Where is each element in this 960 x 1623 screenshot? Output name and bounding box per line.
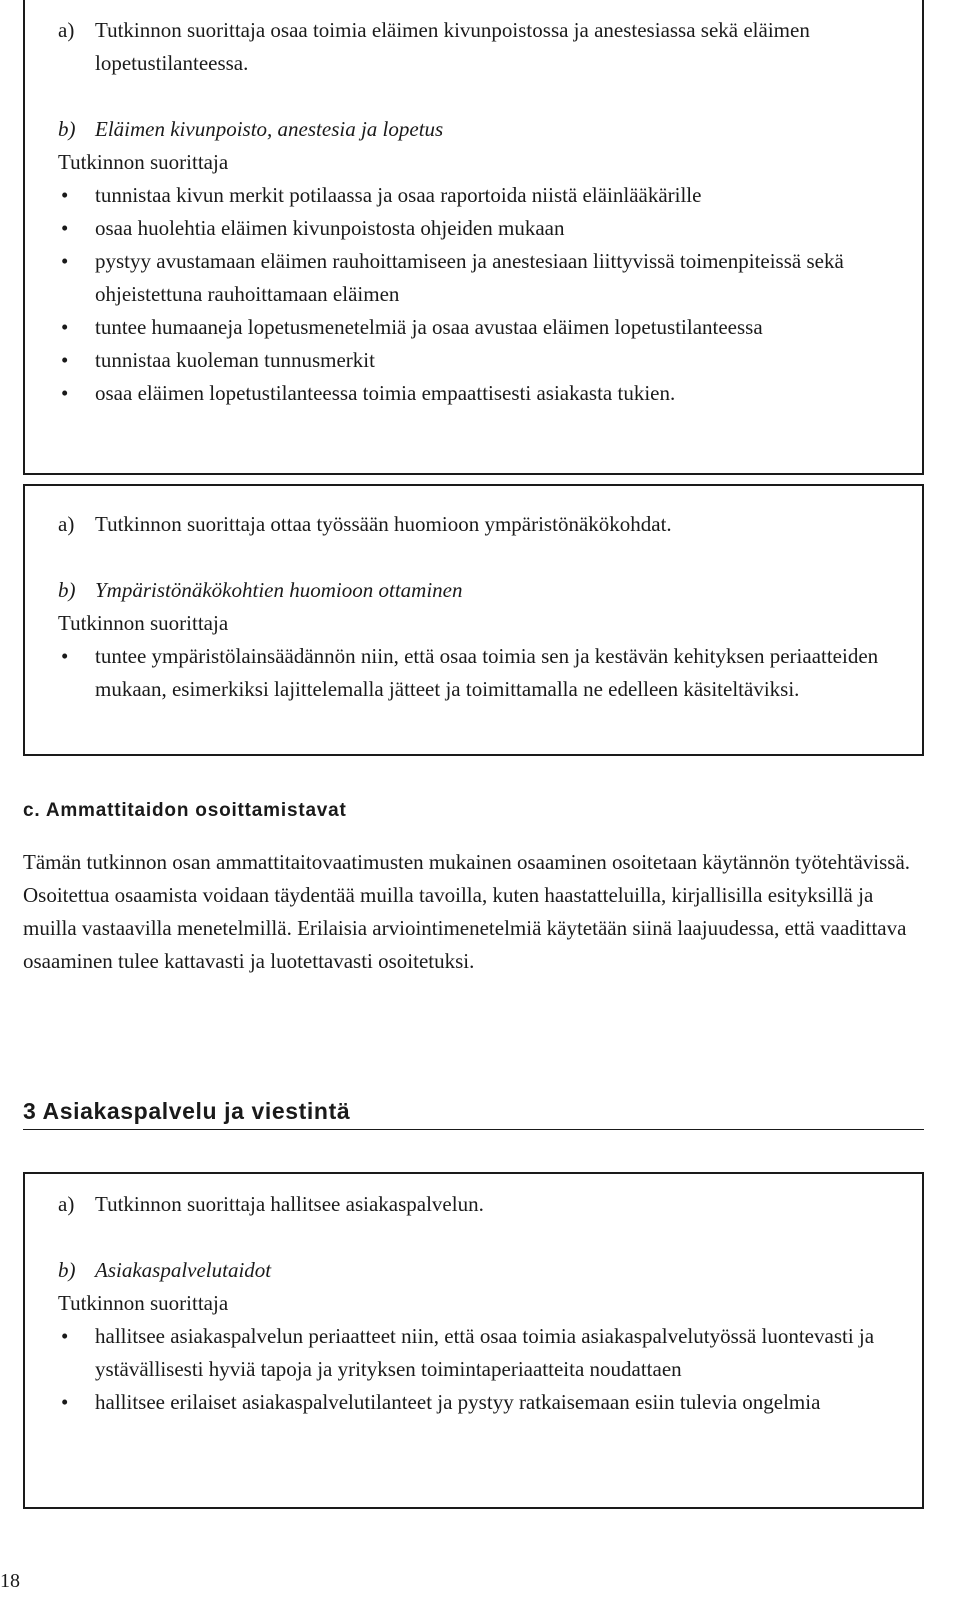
bullet-icon: •: [61, 183, 69, 207]
subject-label: Tutkinnon suorittaja: [58, 611, 229, 635]
criteria-title-text: Ympäristönäkökohtien huomioon ottaminen: [95, 578, 463, 602]
criteria-list: [58, 640, 902, 706]
criteria-box-customer-service: [23, 1172, 924, 1509]
item-marker: a): [58, 512, 75, 536]
bullet-icon: •: [61, 1390, 69, 1414]
list-item: [58, 212, 902, 245]
item-marker: b): [58, 1258, 76, 1282]
list-item: [58, 1386, 902, 1419]
objective-text: Tutkinnon suorittaja osaa toimia eläimen kivunpoistossa ja anestesiassa sekä eläimen lopetustilanteessa.: [95, 18, 810, 75]
list-item: [58, 1320, 902, 1386]
criteria-title-text: Asiakaspalvelutaidot: [95, 1258, 272, 1282]
criteria-box-animal-pain-relief: [23, 0, 924, 475]
list-item: [58, 245, 902, 311]
list-item: [58, 377, 902, 410]
list-item-text: hallitsee erilaiset asiakaspalvelutilanteet ja pystyy ratkaisemaan esiin tulevia ongelmia: [95, 1390, 821, 1414]
objective-text: Tutkinnon suorittaja hallitsee asiakaspalvelun.: [95, 1192, 484, 1216]
criteria-title: [58, 1254, 902, 1287]
list-item-text: tunnistaa kuoleman tunnusmerkit: [95, 348, 375, 372]
item-marker: b): [58, 117, 76, 141]
list-item: [58, 311, 902, 344]
objective-a: [58, 1188, 902, 1221]
page-number: 18: [0, 1570, 20, 1592]
criteria-title-text: Eläimen kivunpoisto, anestesia ja lopetus: [95, 117, 444, 141]
bullet-icon: •: [61, 348, 69, 372]
section-c-paragraph: Tämän tutkinnon osan ammattitaitovaatimusten mukainen osaaminen osoitetaan käytännön työtehtävissä. Osoitettua osaamista voidaan täydentää muilla tavoilla, kuten haastatteluilla, kirjallisilla esityksillä ja muilla vastaavilla menetelmillä. Erilaisia arviointimenetelmiä käytetään siinä laajuudessa, että vaadittava osaaminen tulee kattavasti ja luotettavasti osoitetuksi.: [23, 850, 911, 973]
criteria-title: [58, 113, 902, 146]
list-item-text: tuntee ympäristölainsäädännön niin, että osaa toimia sen ja kestävän kehityksen periaatteiden mukaan, esimerkiksi lajittelemalla jätteet ja toimittamalla ne edelleen käsiteltäviksi.: [95, 644, 879, 701]
item-marker: b): [58, 578, 76, 602]
list-item-text: tunnistaa kivun merkit potilaassa ja osaa raportoida niistä eläinlääkärille: [95, 183, 702, 207]
objective-a: [58, 508, 902, 541]
section-heading-c: c. Ammattitaidon osoittamistavat: [23, 800, 347, 821]
section-heading-3: 3 Asiakaspalvelu ja viestintä: [23, 1098, 924, 1130]
subject-label: Tutkinnon suorittaja: [58, 1291, 229, 1315]
subject-label: Tutkinnon suorittaja: [58, 150, 229, 174]
criteria-title: [58, 574, 902, 607]
bullet-icon: •: [61, 644, 69, 668]
bullet-icon: •: [61, 249, 69, 273]
criteria-list: [58, 179, 902, 410]
item-marker: a): [58, 18, 75, 42]
list-item: [58, 179, 902, 212]
list-item: [58, 640, 902, 706]
bullet-icon: •: [61, 315, 69, 339]
bullet-icon: •: [61, 381, 69, 405]
objective-text: Tutkinnon suorittaja ottaa työssään huomioon ympäristönäkökohdat.: [95, 512, 672, 536]
objective-a: [58, 14, 902, 80]
list-item-text: osaa huolehtia eläimen kivunpoistosta ohjeiden mukaan: [95, 216, 565, 240]
list-item-text: pystyy avustamaan eläimen rauhoittamiseen ja anestesiaan liittyvissä toimenpiteissä sekä ohjeistettuna rauhoittamaan eläimen: [95, 249, 844, 306]
list-item-text: hallitsee asiakaspalvelun periaatteet niin, että osaa toimia asiakaspalvelutyössä luontevasti ja ystävällisesti hyviä tapoja ja yrityksen toimintaperiaatteita noudattaen: [95, 1324, 875, 1381]
item-marker: a): [58, 1192, 75, 1216]
list-item-text: tuntee humaaneja lopetusmenetelmiä ja osaa avustaa eläimen lopetustilanteessa: [95, 315, 763, 339]
bullet-icon: •: [61, 1324, 69, 1348]
bullet-icon: •: [61, 216, 69, 240]
criteria-box-environment: [23, 484, 924, 756]
criteria-list: [58, 1320, 902, 1419]
list-item-text: osaa eläimen lopetustilanteessa toimia empaattisesti asiakasta tukien.: [95, 381, 676, 405]
list-item: [58, 344, 902, 377]
